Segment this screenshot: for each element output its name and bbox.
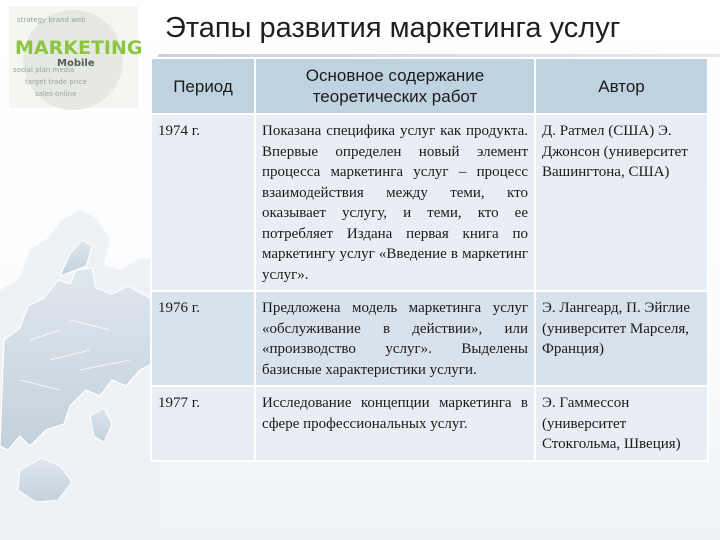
cell-content: Показана специфика услуг как продукта. Впервые определен новый элемент процесса маркетинга услуг – процесс взаимодействия между теми, кто оказывает услугу, и теми, кто ее потребляет Издана первая книга по маркетингу услуг «Введение в маркетинг услуг». <box>255 114 535 291</box>
logo-word: MARKETING <box>15 37 142 59</box>
cell-author: Э. Гаммессон (университет Стокгольма, Швеция) <box>535 386 708 461</box>
logo-sub-word: Mobile <box>57 58 95 69</box>
header-content: Основное содержание теоретических работ <box>255 58 535 114</box>
header-author: Автор <box>535 58 708 114</box>
svg-text:strategy brand web: strategy brand web <box>17 16 86 24</box>
svg-text:sales online: sales online <box>35 90 77 98</box>
marketing-logo <box>5 2 142 112</box>
table-row <box>151 114 708 291</box>
cell-content: Исследование концепции маркетинга в сфере профессиональных услуг. <box>255 386 535 461</box>
europe-map-image <box>0 210 160 540</box>
svg-text:target trade price: target trade price <box>25 78 87 86</box>
cell-period: 1977 г. <box>151 386 255 461</box>
header-period: Период <box>151 58 255 114</box>
table-row <box>151 386 708 461</box>
table-row <box>151 291 708 386</box>
cell-period: 1974 г. <box>151 114 255 291</box>
marketing-stages-table <box>150 57 709 462</box>
cell-period: 1976 г. <box>151 291 255 386</box>
cell-content: Предложена модель маркетинга услуг «обслуживание в действии», или «производство услуг». Выделены базисные характеристики услуги. <box>255 291 535 386</box>
svg-text:social plan media: social plan media <box>13 66 75 74</box>
cell-author: Д. Ратмел (США) Э. Джонсон (университет Вашингтона, США) <box>535 114 708 291</box>
cell-author: Э. Лангеард, П. Эйглие (университет Марселя, Франция) <box>535 291 708 386</box>
table-header-row <box>151 58 708 114</box>
slide-title: Этапы развития маркетинга услуг <box>165 12 621 44</box>
